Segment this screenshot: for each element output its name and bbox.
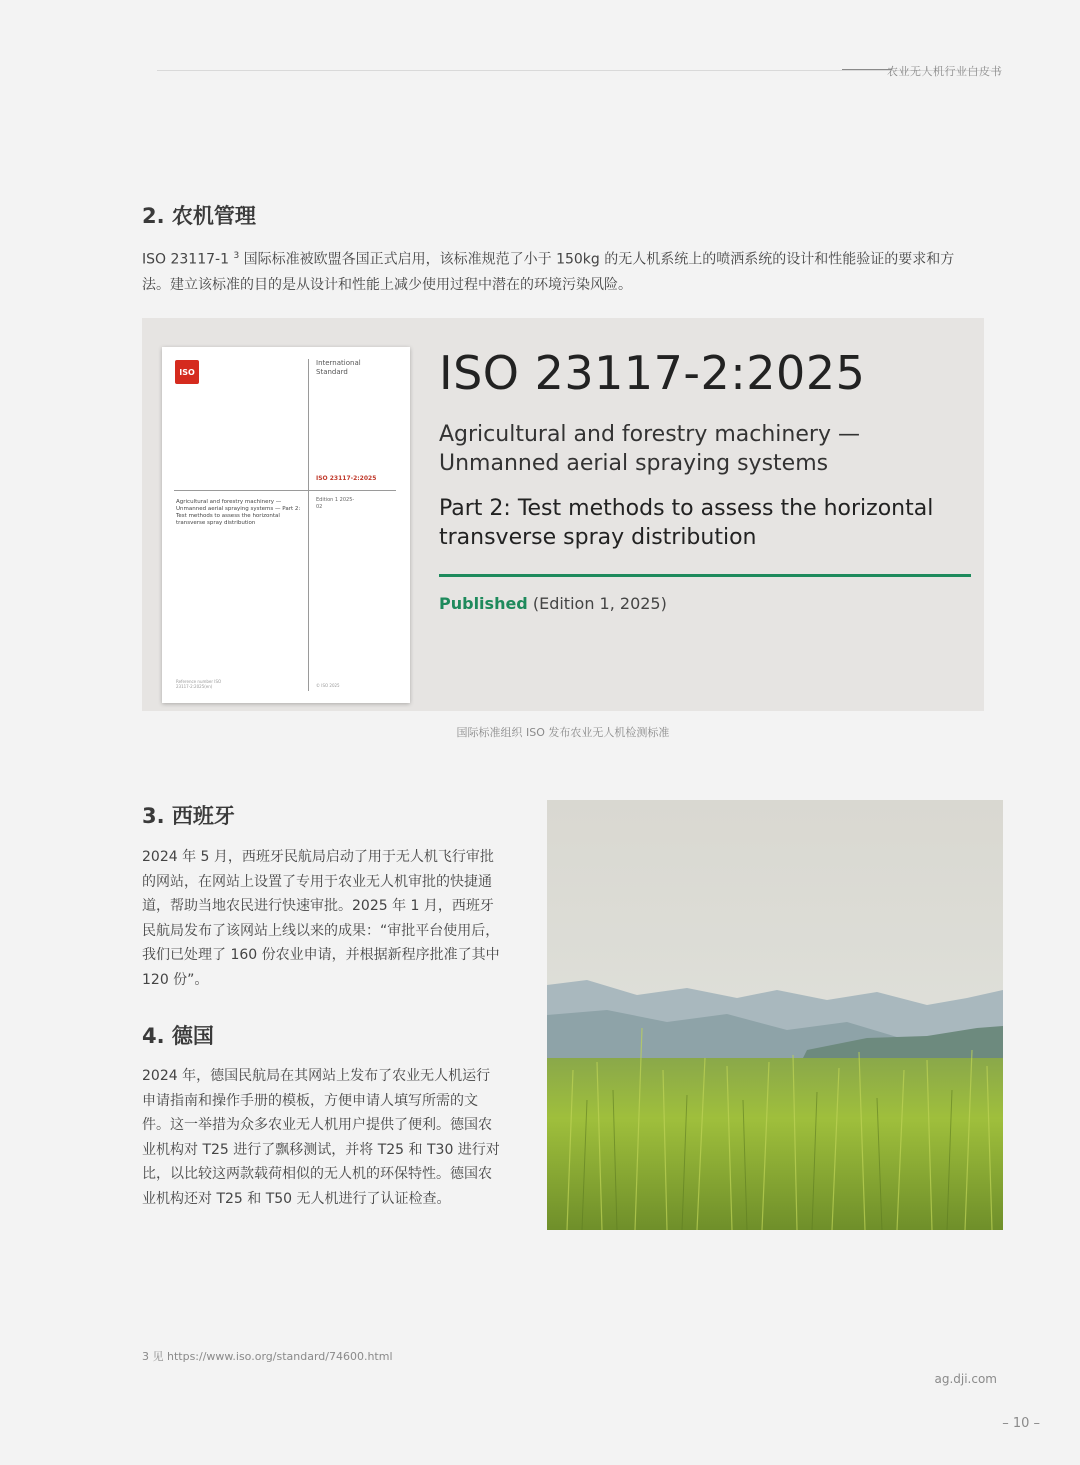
doc-reference-number: Reference number ISO 23117-2:2025(en) xyxy=(176,679,222,689)
agri-mgmt-para-prefix: ISO 23117-1 xyxy=(142,251,234,268)
spain-paragraph: 2024 年 5 月，西班牙民航局启动了用于无人机飞行审批的网站，在网站上设置了专用于农业无人机审批的快捷通道，帮助当地农民进行快速审批。2025 年 1 月，西班牙民航局发布了该网站上线以来的成果：“审批平台使用后，我们已处理了 160 份农业申请，并根据新程序批准了其中 120 份”。 xyxy=(142,849,500,988)
doc-divider-horizontal xyxy=(174,490,396,491)
iso-document-cover xyxy=(162,347,410,703)
status-edition: (Edition 1, 2025) xyxy=(527,594,667,613)
page-number: – 10 – xyxy=(1002,1416,1040,1431)
status-published: Published xyxy=(439,594,528,613)
header-rule-accent xyxy=(842,69,892,70)
doc-divider-vertical xyxy=(308,359,309,691)
footnote[interactable]: 3 见 https://www.iso.org/standard/74600.html xyxy=(142,1350,393,1363)
iso-subtitle: Agricultural and forestry machinery — Unmanned aerial spraying systems xyxy=(439,422,860,476)
doc-edition: Edition 1 2025-02 xyxy=(316,497,355,510)
header-rule xyxy=(157,70,1002,71)
iso-status xyxy=(439,594,667,613)
section-title-agri-mgmt: 2. 农机管理 xyxy=(142,204,256,228)
doc-standard-code: ISO 23117-2:2025 xyxy=(316,475,377,482)
rice-field-photo xyxy=(547,800,1003,1230)
germany-paragraph: 2024 年，德国民航局在其网站上发布了农业无人机运行申请指南和操作手册的模板，方便申请人填写所需的文件。这一举措为众多农业无人机用户提供了便利。德国农业机构对 T25 进行了飘移测试，并将 T25 和 T30 进行对比，以比较这两款载荷相似的无人机的环保特性。德国农业机构还对 T25 和 T50 无人机进行了认证检查。 xyxy=(142,1068,500,1207)
section-title-spain: 3. 西班牙 xyxy=(142,804,235,828)
site-url[interactable]: ag.dji.com xyxy=(934,1372,997,1386)
doc-copyright: © ISO 2025 xyxy=(316,683,340,688)
iso-standard-figure xyxy=(142,318,984,711)
doc-international-standard-label: International Standard xyxy=(316,359,361,376)
section-title-germany: 4. 德国 xyxy=(142,1024,214,1048)
iso-part-title: Part 2: Test methods to assess the horizontal transverse spray distribution xyxy=(439,496,934,550)
footnote-ref[interactable]: 3 xyxy=(233,251,240,261)
iso-heading: ISO 23117-2:2025 xyxy=(439,346,866,400)
iso-logo: ISO xyxy=(175,360,199,384)
agri-mgmt-para-suffix: 国际标准被欧盟各国正式启用，该标准规范了小于 150kg 的无人机系统上的喷洒系统的设计和性能验证的要求和方法。建立该标准的目的是从设计和性能上减少使用过程中潜在的环境污染风险。 xyxy=(142,251,955,293)
doc-title: Agricultural and forestry machinery — Unmanned aerial spraying systems — Part 2: Test methods to assess the horizontal transverse spray distribution xyxy=(176,499,301,526)
figure-caption: 国际标准组织 ISO 发布农业无人机检测标准 xyxy=(456,726,670,739)
running-header: 农业无人机行业白皮书 xyxy=(887,65,1002,78)
iso-green-rule xyxy=(439,574,971,577)
agri-mgmt-paragraph xyxy=(142,244,982,298)
